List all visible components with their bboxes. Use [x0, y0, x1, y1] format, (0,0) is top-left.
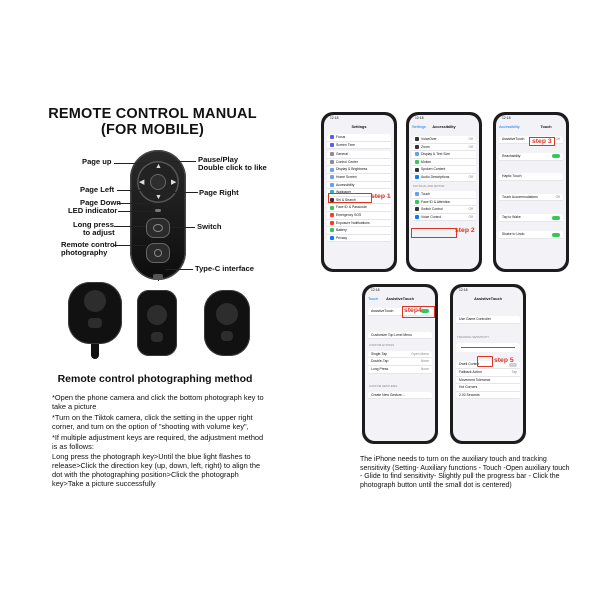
accessibility-row-touch[interactable]: Touch: [412, 191, 476, 199]
assistivetouch-row[interactable]: Long Press None: [368, 366, 432, 374]
page-right-label: Page Right: [199, 188, 239, 197]
phone-touch: [493, 112, 569, 272]
assistivetouch-row[interactable]: Double-Tap None: [368, 358, 432, 366]
instruction-paragraph: Long press the photograph key>Until the blue light flashes to release>Click the direction key (up, down, left, right) to align the dot with the photographing position>Click the photograph key>Take a picture successfully: [52, 451, 261, 488]
settings-row[interactable]: Home Screen: [327, 174, 391, 182]
touch-row[interactable]: Reachability: [499, 153, 563, 161]
settings-row[interactable]: Control Center: [327, 159, 391, 167]
status-time: 12:18: [371, 288, 380, 292]
accessibility-row[interactable]: VoiceOver Off: [412, 136, 476, 144]
back-button[interactable]: Accessibility: [499, 124, 520, 129]
tracking-row[interactable]: 2.00 Seconds: [456, 392, 520, 400]
remote-back-dpad: [216, 303, 238, 325]
to-adjust-label: to adjust: [83, 228, 115, 237]
touch-row[interactable]: Shake to Undo: [499, 231, 563, 239]
typec-label: Type-C interface: [195, 264, 254, 273]
status-time: 12:18: [459, 288, 468, 292]
toggle-switch[interactable]: [552, 216, 560, 220]
status-time: 12:18: [415, 116, 424, 120]
step4-label: step4: [404, 307, 422, 314]
remote-clip-button: [151, 332, 163, 342]
settings-row[interactable]: Exposure Notifications: [327, 220, 391, 228]
back-button[interactable]: Touch: [368, 296, 379, 301]
accessibility-row[interactable]: Zoom Off: [412, 144, 476, 152]
step2-label: step 2: [455, 227, 475, 234]
hint-text: [365, 376, 435, 385]
pause-play-label: Pause/Play: [198, 155, 239, 164]
back-button[interactable]: Settings: [412, 124, 426, 129]
camera-icon: [153, 224, 163, 232]
accessibility-row[interactable]: Spoken Content: [412, 166, 476, 174]
down-arrow-icon: ▼: [155, 194, 162, 201]
accessibility-row[interactable]: Voice Control Off: [412, 214, 476, 222]
accessibility-row[interactable]: Display & Text Size: [412, 151, 476, 159]
right-arrow-icon: ▶: [171, 179, 177, 186]
touch-row[interactable]: Touch Accommodations Off: [499, 194, 563, 202]
accessibility-row[interactable]: Audio Descriptions Off: [412, 174, 476, 182]
up-arrow-icon: ▲: [155, 163, 162, 170]
accessibility-row[interactable]: Face ID & Attention: [412, 199, 476, 207]
settings-row[interactable]: Siri & Search: [327, 197, 391, 205]
step3-label: step 3: [529, 137, 555, 146]
settings-row-accessibility[interactable]: Accessibility: [327, 182, 391, 190]
power-icon: [154, 249, 162, 257]
page-left-label: Page Left: [80, 185, 115, 194]
settings-row[interactable]: Emergency SOS: [327, 212, 391, 220]
settings-row[interactable]: Screen Time: [327, 142, 391, 150]
phone-settings: [321, 112, 397, 272]
assistivetouch-toggle-row[interactable]: AssistiveTouch: [368, 308, 432, 316]
settings-row[interactable]: Privacy: [327, 235, 391, 243]
settings-row[interactable]: Display & Brightness: [327, 166, 391, 174]
hint-text: [496, 203, 566, 212]
hint-text: [496, 163, 566, 172]
hint-text: [365, 318, 435, 330]
hint-text: [453, 302, 523, 314]
settings-row[interactable]: Wallpaper: [327, 189, 391, 197]
step1-highlight: [328, 193, 372, 203]
section-header: CUSTOM GESTURES: [369, 384, 398, 389]
instruction-paragraph: *If multiple adjustment keys are required, the adjustment method is as follows:: [52, 433, 264, 452]
toggle-switch[interactable]: [552, 154, 560, 158]
switch-label: Switch: [197, 222, 222, 231]
assistivetouch-row[interactable]: Single-Tap Open Menu: [368, 351, 432, 359]
iphone-instructions-caption: The iPhone needs to turn on the auxiliary touch and tracking sensitivity (Setting- Auxiliary functions - Touch -Open auxiliary touch - Glide to find sensitivity- Slightly pull the progress bar - Click the photograph button until the small dot is centered): [360, 456, 570, 490]
left-arrow-icon: ◀: [139, 179, 145, 186]
status-time: 12:18: [502, 116, 511, 120]
page-down-label: Page Down: [80, 198, 121, 207]
led-indicator-label: LED indicator: [68, 206, 118, 215]
screen-title: Settings: [351, 124, 367, 129]
tracking-row[interactable]: Hot Corners: [456, 384, 520, 392]
status-time: 12:18: [330, 116, 339, 120]
pause-play-button: [151, 175, 165, 189]
accessibility-row[interactable]: Switch Control Off: [412, 206, 476, 214]
screen-title: Accessibility: [432, 124, 456, 129]
step2-highlight: [411, 228, 457, 238]
instruction-paragraph: *Open the phone camera and click the bottom photograph key to take a picture: [52, 393, 264, 412]
wrist-strap: [91, 344, 99, 359]
long-press-label: Long press: [73, 220, 114, 229]
remote-front-dpad: [84, 290, 106, 312]
section-header: CUSTOM ACTIONS: [369, 343, 395, 348]
touch-row[interactable]: Tap to Wake: [499, 214, 563, 222]
section-header: TRACKING SENSITIVITY: [457, 334, 490, 339]
settings-row[interactable]: General: [327, 151, 391, 159]
tracking-sensitivity-slider[interactable]: [461, 347, 515, 348]
assistivetouch-row[interactable]: Customize Top Level Menu: [368, 332, 432, 340]
assistivetouch-row[interactable]: Create New Gesture...: [368, 392, 432, 400]
title-line-2: (FOR MOBILE): [100, 122, 205, 138]
settings-row[interactable]: Face ID & Passcode: [327, 204, 391, 212]
touch-row[interactable]: Haptic Touch: [499, 173, 563, 181]
screen-title: Touch: [540, 124, 552, 129]
instructions: [52, 393, 267, 490]
toggle-switch[interactable]: [552, 233, 560, 237]
manual-title: [0, 106, 305, 138]
instruction-paragraph: *Turn on the Tiktok camera, click the setting in the upper right corner, and turn on the option of "shooting with volume key",: [52, 413, 253, 432]
phone-accessibility: [406, 112, 482, 272]
hint-text: [496, 146, 566, 151]
remote-back-button: [221, 331, 233, 341]
touch-row-assistivetouch[interactable]: AssistiveTouch Off: [499, 136, 563, 144]
double-click-label: Double click to like: [198, 163, 267, 172]
step5-label: step 5: [494, 357, 514, 364]
step5-highlight: [477, 356, 493, 367]
photography-label: photography: [61, 248, 108, 257]
step1-label: step 1: [371, 193, 391, 200]
settings-row[interactable]: Battery: [327, 227, 391, 235]
title-line-1: REMOTE CONTROL MANUAL: [48, 106, 257, 122]
tracking-row[interactable]: Fallback Action Tap: [456, 369, 520, 377]
screen-title: AssistiveTouch: [474, 296, 502, 301]
section-title: Remote control photographing method: [57, 373, 253, 385]
remote-photo-label: Remote control: [61, 240, 117, 249]
page-up-label: Page up: [82, 157, 112, 166]
settings-row[interactable]: Focus: [327, 134, 391, 142]
hint-text: [453, 326, 523, 335]
hint-text: [496, 224, 566, 229]
section-header: PHYSICAL AND MOTOR: [413, 183, 445, 188]
tracking-row[interactable]: Use Game Controller: [456, 316, 520, 324]
led-indicator: [155, 209, 161, 212]
remote-front-button: [88, 318, 102, 328]
remote-clip-dpad: [147, 305, 167, 325]
hint-text: [496, 183, 566, 192]
screen-title: AssistiveTouch: [386, 296, 414, 301]
accessibility-row[interactable]: Motion: [412, 159, 476, 167]
tracking-row[interactable]: Movement Tolerance: [456, 377, 520, 385]
tracking-row[interactable]: Dwell Control: [456, 361, 520, 369]
